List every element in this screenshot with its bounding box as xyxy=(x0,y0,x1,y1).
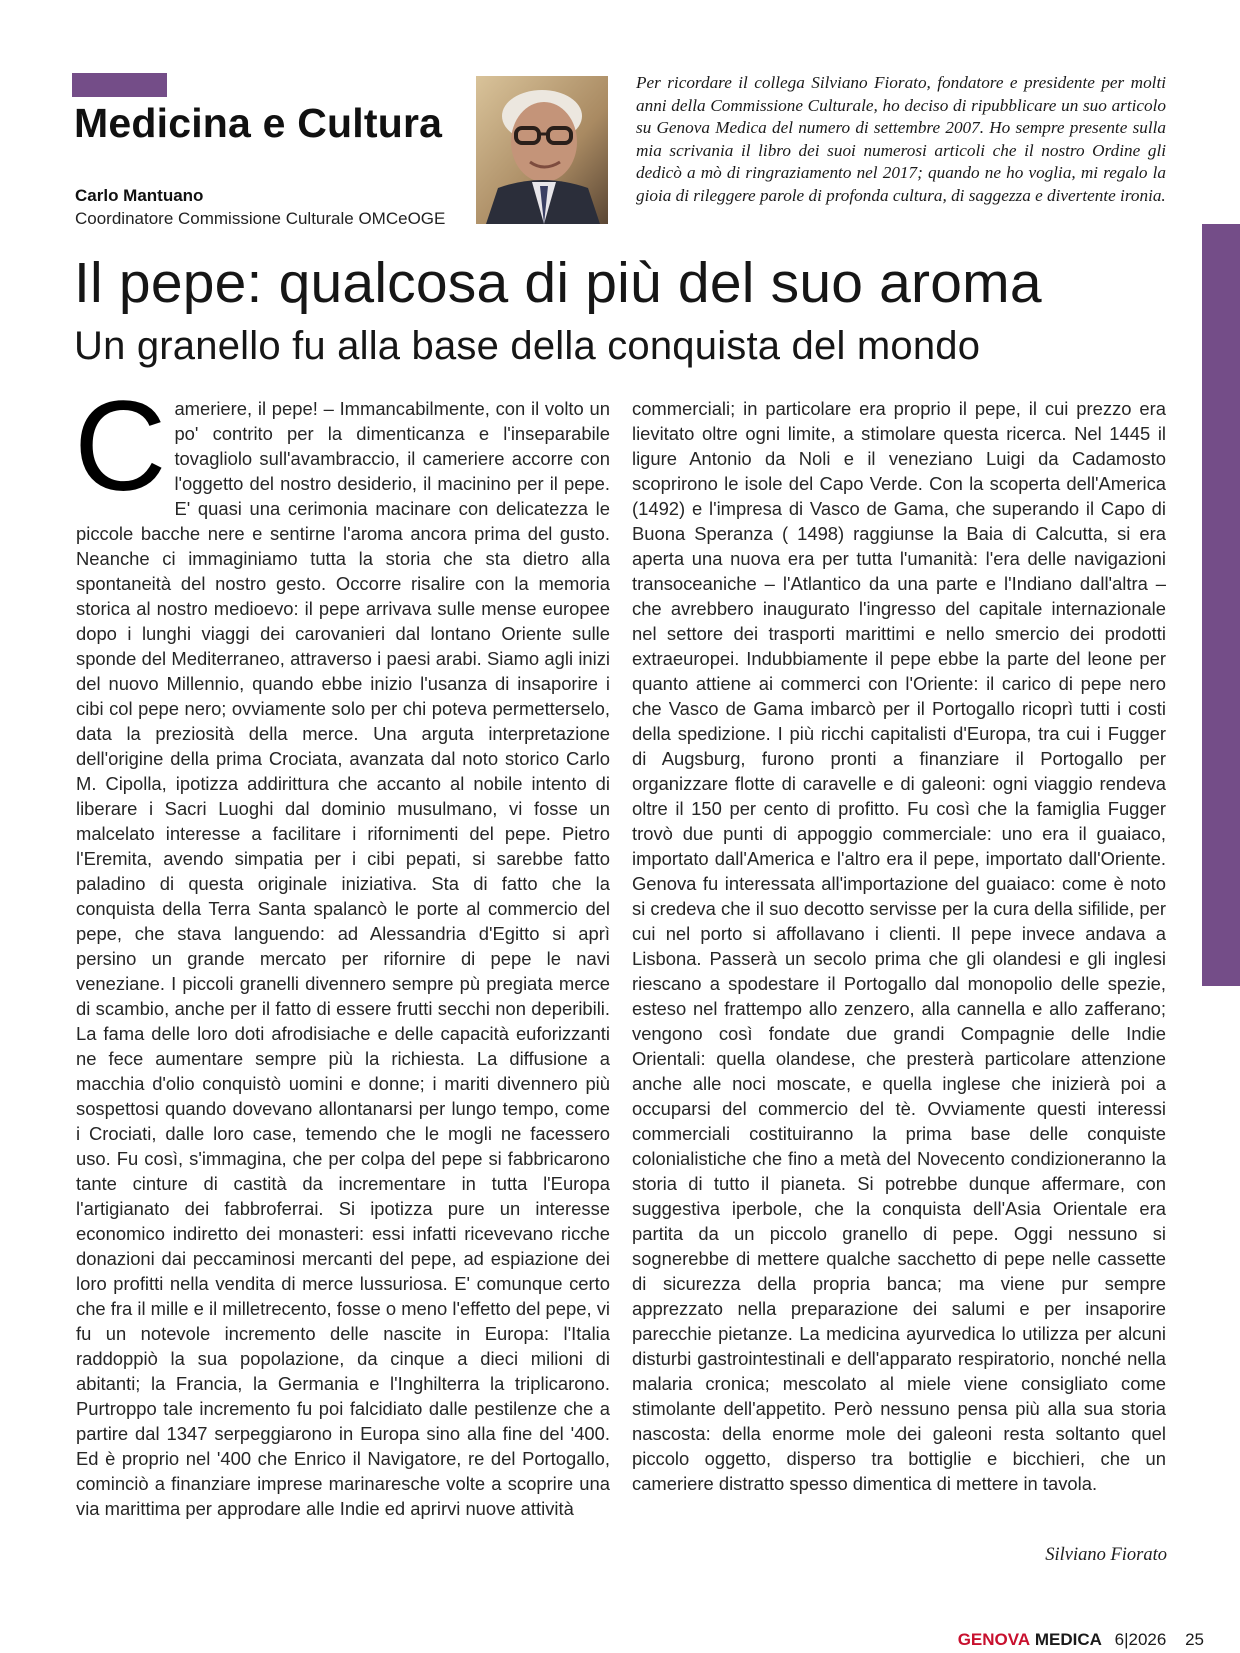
footer-brand-genova: GENOVA xyxy=(957,1630,1031,1649)
author-portrait-photo xyxy=(476,76,608,224)
page-footer xyxy=(958,1630,1204,1650)
footer-brand-medica: MEDICA xyxy=(1034,1630,1102,1649)
article-text-1: ameriere, il pepe! – Immancabilmente, con il volto un po' contrito per la dimenticanza e l'inseparabile tovagliolo sull'avambraccio, il cameriere accorre con l'oggetto del nostro desiderio, il macinino per il pepe. E' quasi una cerimonia macinare con delicatezza le piccole bacche nere e sentirne l'aroma ancora prima del gusto. Neanche ci immaginiamo tutta la storia che sta dietro alla spontaneità del nostro gesto. Occorre risalire con la memoria storica al nostro medioevo: il pepe arrivava sulle mense europee dopo i lunghi viaggi dei carovanieri dal lontano Oriente sulle sponde del Mediterraneo, attraverso i paesi arabi. Siamo agli inizi del nuovo Millennio, quando ebbe inizio l'usanza di insaporire i cibi col pepe nero; ovviamente solo per chi poteva permetterselo, data la preziosità della merce. Una arguta interpretazione dell'origine della prima Crociata, avanzata dal noto storico Carlo M. Cipolla, ipotizza addirittura che accanto al nobile intento di liberare i Sacri Luoghi dal dominio musulmano, vi fosse un malcelato interesse a facilitare i rifornimenti del pepe. Pietro l'Eremita, avendo simpatia per i cibi pepati, si sarebbe fatto paladino di questa originale iniziativa. Sta di fatto che la conquista della Terra Santa spalancò le porte al commercio del pepe, che stava languendo: ad Alessandria d'Egitto si aprì persino un grande mercato per rifornire di pepe le navi veneziane. I piccoli granelli divennero sempre pù pregiata merce di scambio, anche per il fatto di essere frutti secchi non deperibili. La fama delle loro doti afrodisiache e delle capacità euforizzanti ne fece aumentare sempre più la richiesta. La diffusione a macchia d'olio conquistò uomini e donne; i mariti divennero più sospettosi quando dovevano allontanarsi per lungo tempo, come i Crociati, dalle loro case, temendo che le mogli ne facessero uso. Fu così, s'immagina, che per colpa del pepe si fabbricarono tante cinture di castità da incrementare in tutta l'Europa l'artigianato dei fabbroferrai. Si ipotizza pure un interesse economico indiretto dei monasteri: essi infatti ricevevano ricche donazioni dai peccaminosi mercanti del pepe, ad espiazione dei loro profitti nella vendita di merce lussuriosa. E' comunque certo che fra il mille e il milletrecento, fosse o meno l'effetto del pepe, vi fu un notevole incremento delle nascite in Europa: l'Italia raddoppiò la sua popolazione, da cinque a dieci milioni di abitanti; la Francia, la Germania e l'Inghilterra la triplicarono. Purtroppo tale incremento fu poi falcidiato dalle pestilenze che a partire dal 1347 serpeggiarono in Europa sino alla fine del '400. Ed è proprio nel '400 che Enrico il Navigatore, re del Portogallo, cominciò a finanziare imprese marinaresche volte a scoprire una via marittima per approdare alle Indie ed aprirvi nuove attività xyxy=(76,398,610,1519)
page-number: 25 xyxy=(1185,1630,1204,1649)
footer-issue: 6|2026 xyxy=(1114,1630,1167,1649)
article-text-2: commerciali; in particolare era proprio il pepe, il cui prezzo era lievitato oltre ogni limite, a stimolare questa ricerca. Nel 1445 il ligure Antonio da Noli e il veneziano Luigi da Cadamosto scoprirono le isole del Capo Verde. Con la scoperta dell'America (1492) e l'impresa di Vasco de Gama, che superando il Capo di Buona Speranza ( 1498) raggiunse la Baia di Calcutta, si era aperta una nuova era per tutta l'umanità: l'era delle navigazioni transoceaniche – l'Atlantico da una parte e l'Indiano dall'altra – che avrebbero inaugurato l'ingresso del capitale internazionale nel settore dei trasporti marittimi e nello smercio dei prodotti extraeuropei. Indubbiamente il pepe ebbe la parte del leone per quanto attiene ai commerci con l'Oriente: il carico di pepe nero che Vasco de Gama imbarcò per il Portogallo ricoprì tutti i costi della spedizione. I più ricchi capitalisti d'Europa, tra cui i Fugger di Augsburg, furono pronti a finanziare il Portogallo per organizzare flotte di caravelle e di galeoni: ogni viaggio rendeva oltre il 150 per cento di profitto. Fu così che la famiglia Fugger trovò due punti di appoggio commerciale: uno era il guaiaco, importato dall'America e l'altro era il pepe, importato dall'Oriente. Genova fu interessata all'importazione del guaiaco: come è noto si credeva che il suo decotto servisse per la cura della sifilide, per cui nel porto si affollavano i clienti. Il pepe invece andava a Lisbona. Passerà un secolo prima che gli olandesi e gli inglesi riescano a spodestare il Portogallo dal monopolio delle spezie, esteso nel frattempo allo zenzero, alla cannella e allo zafferano; vengono così fondate due grandi Compagnie delle Indie Orientali: quella olandese, che presterà particolare attenzione anche alle noci moscate, e quella inglese che inizierà poi a occuparsi del commercio del tè. Ovviamente questi interessi commerciali costituiranno la prima base delle conquiste colonialistiche che fino a metà del Novecento condizioneranno la storia di tutto il pianeta. Si potrebbe dunque affermare, con suggestiva iperbole, che la conquista dell'Asia Orientale era partita da un piccolo granello di pepe. Oggi nessuno si sognerebbe di mettere qualche sacchetto di pepe nelle cassette di sicurezza della propria banca; ma viene pur sempre apprezzato nella preparazione dei salumi e per insaporire parecchie pietanze. La medicina ayurvedica lo utilizza per alcuni disturbi gastrointestinali e dell'apparato respiratorio, nonché nella malaria cronica; mescolato al miele viene consigliato come stimolante dell'appetito. Però nessuno pensa più alla sua storia nascosta: della enorme mole dei galeoni resta soltanto quel piccolo oggetto, disperso tra bottiglie e bicchieri, che un cameriere distratto spesso dimentica di mettere in tavola. xyxy=(632,398,1166,1494)
author-name: Carlo Mantuano xyxy=(75,186,204,205)
section-title: Medicina e Cultura xyxy=(74,100,443,146)
author-portrait xyxy=(476,76,608,224)
article-signature: Silviano Fiorato xyxy=(1045,1545,1167,1565)
article-subtitle: Un granello fu alla base della conquista del mondo xyxy=(74,324,981,368)
article-column-left xyxy=(74,375,610,1521)
article-title: Il pepe: qualcosa di più del suo aroma xyxy=(74,251,1042,315)
editorial-intro: Per ricordare il collega Silviano Fiorato, fondatore e presidente per molti anni della Commissione Culturale, ho deciso di ripubblicare un suo articolo su Genova Medica del numero di settembre 2007. Ho sempre presente sulla mia scrivania il libro dei suoi numerosi articoli che il nostro Ordine gli dedicò a mò di ringraziamento nel 2017; quando ne ho voglia, mi regalo la gioia di rileggere parole di profonda cultura, di saggezza e divertente ironia. xyxy=(636,73,1166,205)
page-edge-accent-bar xyxy=(1202,224,1240,986)
author-role: Coordinatore Commissione Culturale OMCeOGE xyxy=(75,209,446,228)
article-paragraph-1 xyxy=(74,375,610,1521)
section-accent-bar xyxy=(72,73,167,97)
drop-cap: C xyxy=(74,375,167,518)
article-column-right xyxy=(632,396,1166,1496)
